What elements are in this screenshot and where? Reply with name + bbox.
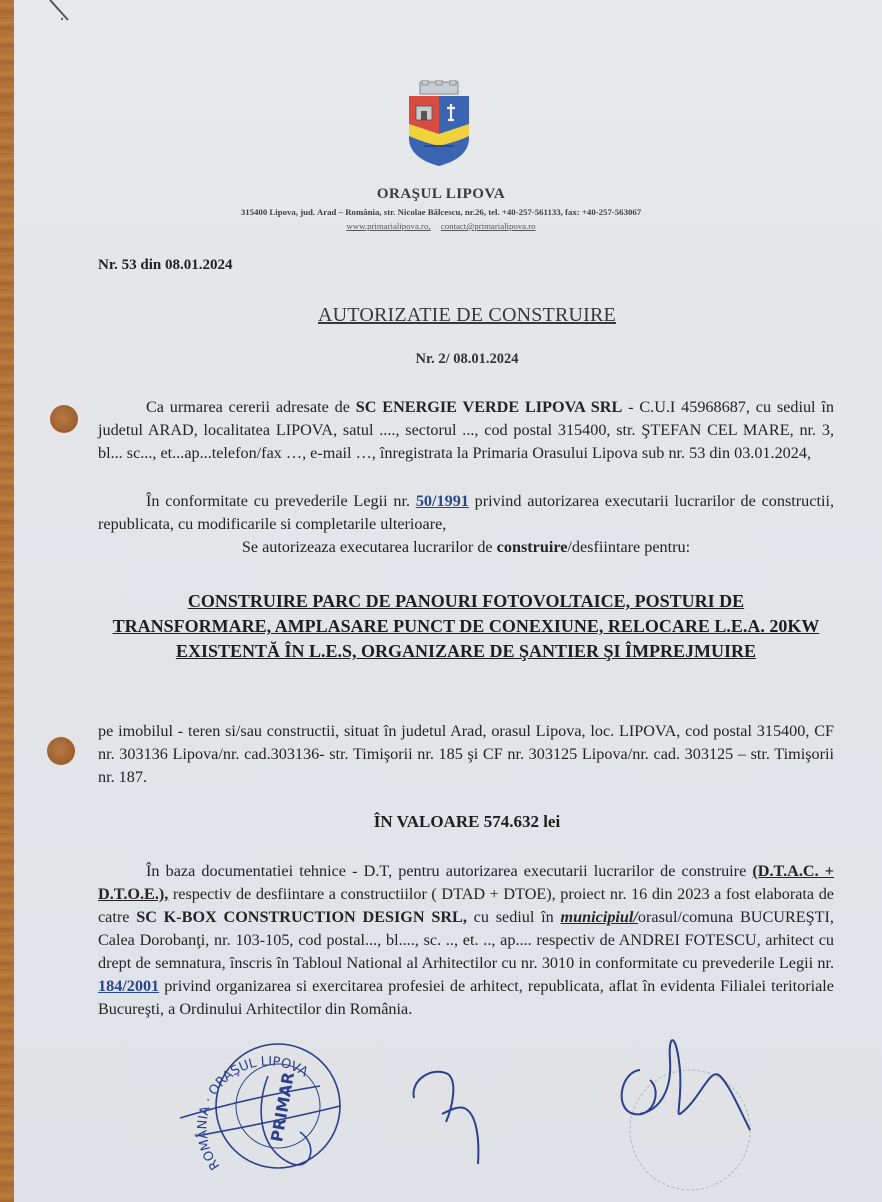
authorization-type: construire bbox=[496, 538, 568, 556]
organization-contacts bbox=[0, 221, 882, 231]
legal-basis-intro: În conformitate cu prevederile Legii nr. bbox=[146, 492, 416, 510]
property-text: pe imobilul - teren si/sau constructii, situat în judetul Arad, orasul Lipova, loc. LIPOVA, cod postal 315400, CF nr. 303136 Lipova/nr. cad.303136- str. Timişorii nr. 185 şi CF nr. 303125 Lipova/nr. cad. 303125 – str. Timişorii nr. 187. bbox=[98, 722, 834, 786]
project-title: CONSTRUIRE PARC DE PANOURI FOTOVOLTAICE, POSTURI DE TRANSFORMARE, AMPLASARE PUNCT DE CONEXIUNE, RELOCARE L.E.A. 20KW EXISTENTĂ ÎN L.E.S, ORGANIZARE DE ŞANTIER ŞI ÎMPREJMUIRE bbox=[112, 591, 820, 661]
applicant-paragraph bbox=[98, 396, 834, 465]
email-link[interactable]: contact@primarialipova.ro bbox=[440, 221, 536, 231]
stamp-outer-text: ROMÂNIA · ORAŞUL LIPOVA bbox=[195, 1054, 311, 1173]
registration-number: Nr. 53 din 08.01.2024 bbox=[98, 257, 233, 273]
authorization-line bbox=[98, 536, 834, 559]
property-paragraph bbox=[98, 720, 834, 789]
document-number: Nr. 2/ 08.01.2024 bbox=[415, 351, 519, 367]
documentation-text: respectiv de desfiintare a constructiilor ( DTAD + DTOE), proiect nr. 16 din 2023 a fost elaborata de catre bbox=[98, 885, 834, 926]
organization-address: 315400 Lipova, jud. Arad – România, str. Nicolae Bălcescu, nr.26, tel. +40-257-561133, fax: +40-257-563067 bbox=[240, 207, 642, 217]
signature-mark bbox=[402, 1060, 502, 1170]
documentation-intro: În baza documentatiei tehnice - D.T, pentru autorizarea executarii lucrarilor de construire bbox=[146, 862, 753, 880]
official-stamp bbox=[160, 1036, 360, 1202]
dtac-reference: (D.T.A.C. + D.T.O.E.), bbox=[98, 862, 834, 903]
applicant-cui: - C.U.I 45968687, bbox=[622, 398, 750, 416]
website-link[interactable]: www.primarialipova.ro, bbox=[346, 221, 431, 231]
stamp-center-text: PRIMAR bbox=[267, 1070, 299, 1144]
designer-company: SC K-BOX CONSTRUCTION DESIGN SRL, bbox=[136, 908, 467, 926]
documentation-paragraph bbox=[98, 860, 834, 1021]
document-title: AUTORIZATIE DE CONSTRUIRE bbox=[318, 304, 616, 326]
documentation-text: cu sediul în bbox=[466, 908, 561, 926]
applicant-name: SC ENERGIE VERDE LIPOVA SRL bbox=[355, 398, 623, 416]
documentation-text: privind organizarea si exercitarea profesiei de arhitect, republicata, aflat în evidenta Filialei teritoriale Bucureşti, a Ordinului Arhitectilor din România. bbox=[98, 977, 834, 1018]
law-184-2001-link[interactable]: 184/2001 bbox=[98, 977, 160, 995]
authorization-suffix: /desfiintare pentru: bbox=[567, 538, 691, 556]
applicant-details: cu sediul în judetul ARAD, localitatea LIPOVA, satul ...., sectorul ..., cod postal 315400, str. ŞTEFAN CEL MARE, nr. 3, bl... sc..., et...ap...telefon/fax …, e-mail …, înregistrata la Primaria Orasului Lipova sub nr. 53 din 03.01.2024, bbox=[98, 398, 834, 462]
documentation-text: orasul/comuna BUCUREŞTI, Calea Dorobanţi, nr. 103-105, cod postal..., bl...., sc. .., et. .., ap.... respectiv de ANDREI FOTESCU, arhitect cu drept de semnatura, înscris în Tabloul National al Arhitectilor cu nr. 3010 in conformitate cu prevederile Legii nr. bbox=[98, 908, 834, 972]
staple-mark bbox=[48, 0, 78, 24]
applicant-intro: Ca urmarea cererii adresate de bbox=[146, 398, 356, 416]
municipality-type: municipiul/ bbox=[560, 908, 638, 926]
legal-basis-paragraph bbox=[98, 490, 834, 559]
construction-value: ÎN VALOARE 574.632 lei bbox=[373, 812, 561, 831]
legal-basis-text: privind autorizarea executarii lucrarilor de constructii, republicata, cu modificarile si completarile ulterioare, bbox=[98, 492, 834, 533]
coat-of-arms-icon bbox=[406, 80, 472, 166]
punch-hole bbox=[50, 405, 78, 433]
authorization-prefix: Se autorizeaza executarea lucrarilor de bbox=[241, 538, 497, 556]
law-50-1991-link[interactable]: 50/1991 bbox=[415, 492, 469, 510]
desk-background bbox=[0, 0, 14, 1202]
punch-hole bbox=[47, 737, 75, 765]
architect-signature bbox=[600, 1030, 760, 1140]
organization-name: ORAŞUL LIPOVA bbox=[376, 186, 506, 202]
